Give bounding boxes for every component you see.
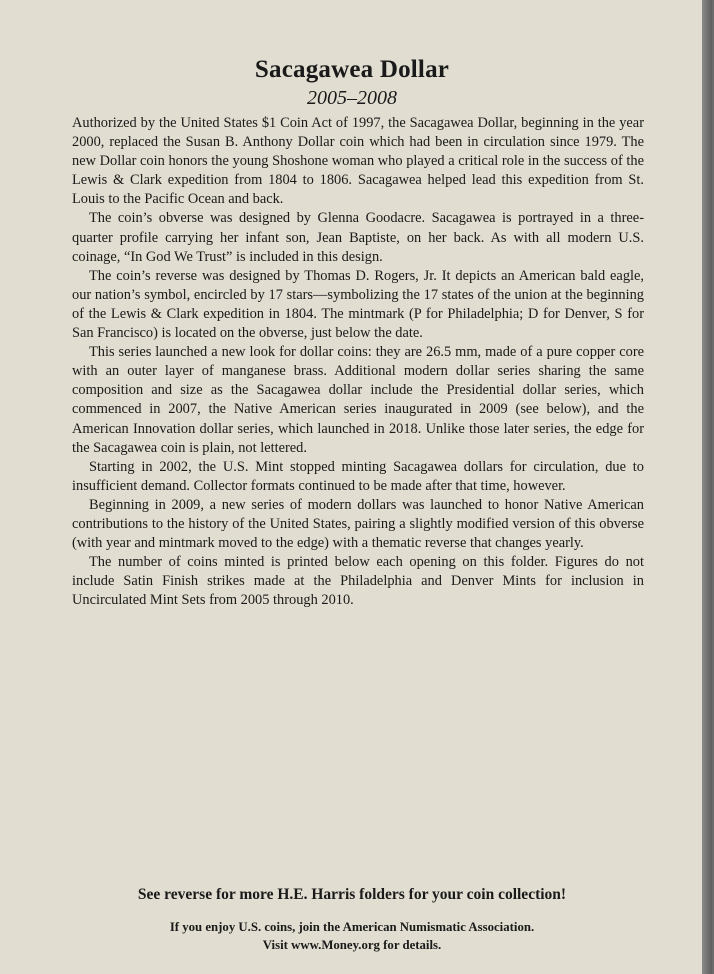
paragraph-reverse: The coin’s reverse was designed by Thomas D. Rogers, Jr. It depicts an American bald eagle, our nation’s symbol, encircled by 17 stars—symbolizing the 17 states of the union at the beginning of the Lewis & Clark expedition in 1804. The mintmark (P for Philadelphia; D for Denver, S for San Francisco) is located on the obverse, just below the date.	[72, 267, 644, 342]
footer-ana-line: If you enjoy U.S. coins, join the American Numismatic Association.	[169, 920, 535, 934]
paragraph-native-american-series: Beginning in 2009, a new series of modern dollars was launched to honor Native American contributions to the history of the United States, pairing a slightly modified version of this obverse (with year and mintmark moved to the edge) with a thematic reverse that changes yearly.	[72, 496, 644, 552]
footer-website-line: Visit www.Money.org for details.	[262, 938, 442, 952]
footer-ana-info	[0, 918, 704, 954]
paragraph-authorization: Authorized by the United States $1 Coin Act of 1997, the Sacagawea Dollar, beginning in the year 2000, replaced the Susan B. Anthony Dollar coin which had been in circulation since 1979. The new Dollar coin honors the young Shoshone woman who played a critical role in the success of the Lewis & Clark expedition from 1804 to 1806. Sacagawea helped lead this expedition from St. Louis to the Pacific Ocean and back.	[72, 115, 644, 208]
paragraph-mintage-note: The number of coins minted is printed below each opening on this folder. Figures do not include Satin Finish strikes made at the Philadelphia and Denver Mints for inclusion in Uncirculated Mint Sets from 2005 through 2010.	[72, 554, 644, 609]
footer-promo: See reverse for more H.E. Harris folders for your coin collection!	[137, 886, 567, 903]
page-subtitle-years: 2005–2008	[307, 87, 397, 109]
page-edge-shadow	[702, 0, 712, 974]
paragraph-composition: This series launched a new look for dollar coins: they are 26.5 mm, made of a pure copper core with an outer layer of manganese brass. Additional modern dollar series sharing the same composition and size as the Sacagawea dollar include the Presidential dollar series, which commenced in 2007, the Native American series inaugurated in 2009 (see below), and the American Innovation dollar series, which launched in 2018. Unlike those later series, the edge for the Sacagawea coin is plain, not lettered.	[72, 344, 644, 456]
paragraph-obverse: The coin’s obverse was designed by Glenna Goodacre. Sacagawea is portrayed in a three-quarter profile carrying her infant son, Jean Baptiste, on her back. As with all modern U.S. coinage, “In God We Trust” is included in this design.	[72, 210, 644, 265]
page-title: Sacagawea Dollar	[254, 56, 450, 83]
paragraph-circulation: Starting in 2002, the U.S. Mint stopped minting Sacagawea dollars for circulation, due to insufficient demand. Collector formats continued to be made after that time, however.	[72, 458, 644, 494]
article-body	[72, 114, 644, 610]
